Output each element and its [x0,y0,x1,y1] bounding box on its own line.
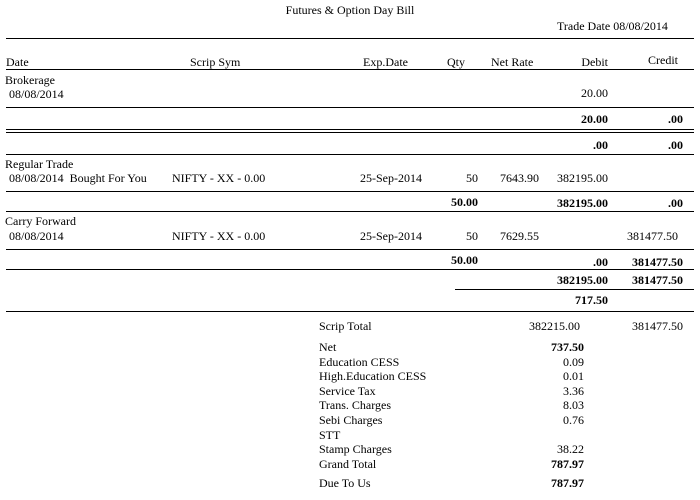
trade-date: Trade Date 08/08/2014 [557,19,668,33]
col-exp-date: Exp.Date [363,55,408,69]
due-label: Due To Us [319,476,371,490]
charge-value: 38.22 [557,442,584,456]
brokerage-subtotal-debit: 20.00 [581,112,608,126]
charge-value: 787.97 [551,457,584,471]
divider [455,289,694,290]
regular-trade-exp-date: 25-Sep-2014 [360,171,422,185]
regular-trade-debit: 382195.00 [557,171,608,185]
carry-forward-date: 08/08/2014 [9,229,64,243]
charge-label: Service Tax [319,384,376,398]
charge-label: Stamp Charges [319,442,392,456]
charge-value: 3.36 [563,384,584,398]
charge-value: 0.09 [563,355,584,369]
divider [6,129,694,130]
charge-value: 0.76 [563,413,584,427]
regular-trade-qty: 50 [466,171,478,185]
divider [6,107,694,108]
regular-trade-total-qty: 50.00 [451,195,478,209]
header-divider-top [6,38,694,39]
carry-forward-total-debit: .00 [593,255,608,269]
brokerage-net-debit: .00 [593,138,608,152]
carry-forward-qty: 50 [466,229,478,243]
col-credit: Credit [648,53,678,67]
carry-forward-total-qty: 50.00 [451,253,478,267]
grand-difference: 717.50 [575,293,608,307]
divider [6,191,694,192]
col-scrip-sym: Scrip Sym [190,55,241,69]
regular-trade-total-debit: 382195.00 [557,196,608,210]
scrip-total-debit: 382215.00 [529,319,580,333]
header-divider-bottom [6,69,694,70]
col-qty: Qty [447,55,465,69]
charge-label: Net [319,340,337,354]
charge-label: Trans. Charges [319,398,392,412]
regular-trade-label: Regular Trade [5,157,74,171]
carry-forward-credit: 381477.50 [627,229,678,243]
col-net-rate: Net Rate [491,55,534,69]
divider [6,269,694,270]
brokerage-debit: 20.00 [581,86,608,100]
regular-trade-date: 08/08/2014 Bought For You [9,171,147,185]
due-value: 787.97 [551,476,584,490]
regular-trade-scrip: NIFTY - XX - 0.00 [172,171,266,185]
charge-label: Grand Total [319,457,377,471]
scrip-total-credit: 381477.50 [632,319,683,333]
col-debit: Debit [581,55,608,69]
carry-forward-label: Carry Forward [5,214,76,228]
charge-label: Education CESS [319,355,400,369]
brokerage-net-credit: .00 [668,138,683,152]
charge-value: 0.01 [563,369,584,383]
carry-forward-total-credit: 381477.50 [632,255,683,269]
brokerage-date: 08/08/2014 [9,87,64,101]
divider [6,132,694,133]
brokerage-label: Brokerage [5,73,55,87]
charge-value: 737.50 [551,340,584,354]
divider [6,211,694,212]
divider [6,154,694,155]
regular-trade-net-rate: 7643.90 [500,171,539,185]
brokerage-subtotal-credit: .00 [668,112,683,126]
grand-debit: 382195.00 [557,273,608,287]
bill-title: Futures & Option Day Bill [285,3,415,17]
divider [6,311,694,312]
grand-credit: 381477.50 [632,273,683,287]
carry-forward-net-rate: 7629.55 [500,229,539,243]
carry-forward-scrip: NIFTY - XX - 0.00 [172,229,266,243]
scrip-total-label: Scrip Total [319,319,372,333]
divider [6,249,694,250]
charge-label: STT [319,428,341,442]
charge-label: Sebi Charges [319,413,383,427]
carry-forward-exp-date: 25-Sep-2014 [360,229,422,243]
charge-value: 8.03 [563,398,584,412]
charge-label: High.Education CESS [319,369,427,383]
col-date: Date [6,55,29,69]
regular-trade-total-credit: .00 [668,196,683,210]
